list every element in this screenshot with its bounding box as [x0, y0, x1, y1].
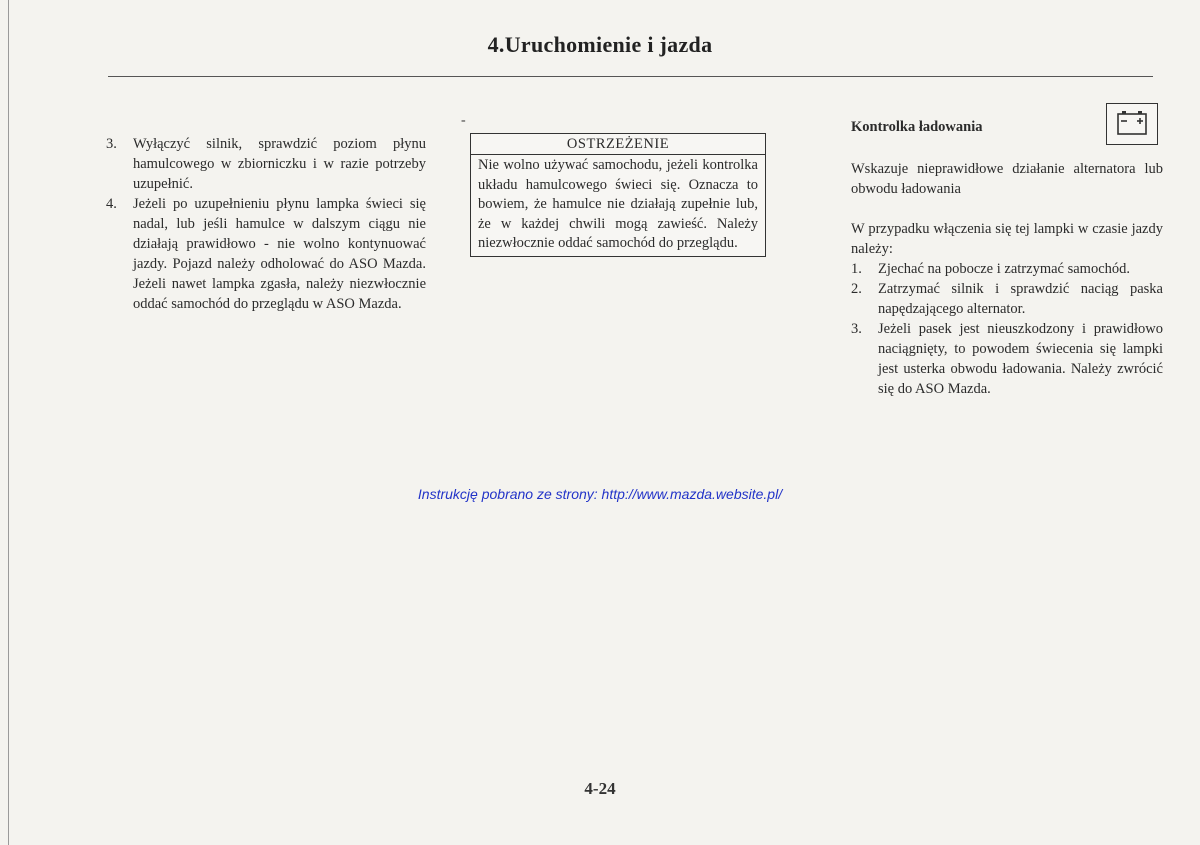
- charging-procedure-list: [851, 259, 1163, 399]
- list-item-number: 3.: [851, 321, 862, 337]
- list-item-number: 2.: [851, 281, 862, 297]
- warning-bullet: -: [461, 113, 466, 128]
- list-item-number: 4.: [106, 196, 117, 212]
- list-item-number: 1.: [851, 261, 862, 277]
- right-column: [851, 116, 1163, 399]
- list-item-number: 3.: [106, 136, 117, 152]
- list-item-text: Jeżeli pasek jest nieuszkodzony i prawidłowo naciągnięty, to powodem świecenia się lampki jest usterka obwodu ładowania. Należy zwrócić się do ASO Mazda.: [878, 321, 1163, 397]
- page-title: 4.Uruchomienie i jazda: [487, 32, 713, 57]
- header-divider: [108, 76, 1153, 77]
- list-item: [851, 319, 1163, 399]
- left-column: [106, 134, 426, 314]
- list-item-text: Wyłączyć silnik, sprawdzić poziom płynu hamulcowego w zbiorniczku i w razie potrzeby uzupełnić.: [133, 136, 426, 192]
- procedure-list: [106, 134, 426, 314]
- list-item: [851, 259, 1163, 279]
- list-item: [851, 279, 1163, 319]
- list-item-text: Zjechać na pobocze i zatrzymać samochód.: [878, 261, 1131, 277]
- indicator-description: Wskazuje nieprawidłowe działanie alternatora lub obwodu ładowania: [851, 161, 1163, 197]
- list-item-text: Jeżeli po uzupełnieniu płynu lampka świeci się nadal, lub jeśli hamulce w dalszym ciągu nie działają prawidłowo - nie wolno kontynuować jazdy. Pojazd należy odholować do ASO Mazda. Jeżeli nawet lampka zgasła, należy niezwłocznie oddać samochód do przeglądu w ASO Mazda.: [133, 196, 426, 312]
- warning-title: OSTRZEŻENIE: [471, 134, 765, 155]
- list-item: [106, 134, 426, 194]
- source-link[interactable]: Instrukcję pobrano ze strony: http://www.mazda.website.pl/: [417, 486, 783, 502]
- page-number: 4-24: [584, 779, 616, 798]
- list-item: [106, 194, 426, 314]
- instructions-lead: W przypadku włączenia się tej lampki w czasie jazdy należy:: [851, 221, 1163, 257]
- warning-body: Nie wolno używać samochodu, jeżeli kontrolka układu hamulcowego świeci się. Oznacza to bowiem, że hamulce nie działają zupełnie lub, że w każdej chwili mogą zawieść. Należy niezwłocznie oddać samochód do przeglądu.: [478, 157, 758, 251]
- section-heading: Kontrolka ładowania: [851, 119, 983, 135]
- warning-box: [470, 133, 766, 257]
- list-item-text: Zatrzymać silnik i sprawdzić naciąg paska napędzającego alternator.: [878, 281, 1163, 317]
- page-edge-line: [8, 0, 9, 845]
